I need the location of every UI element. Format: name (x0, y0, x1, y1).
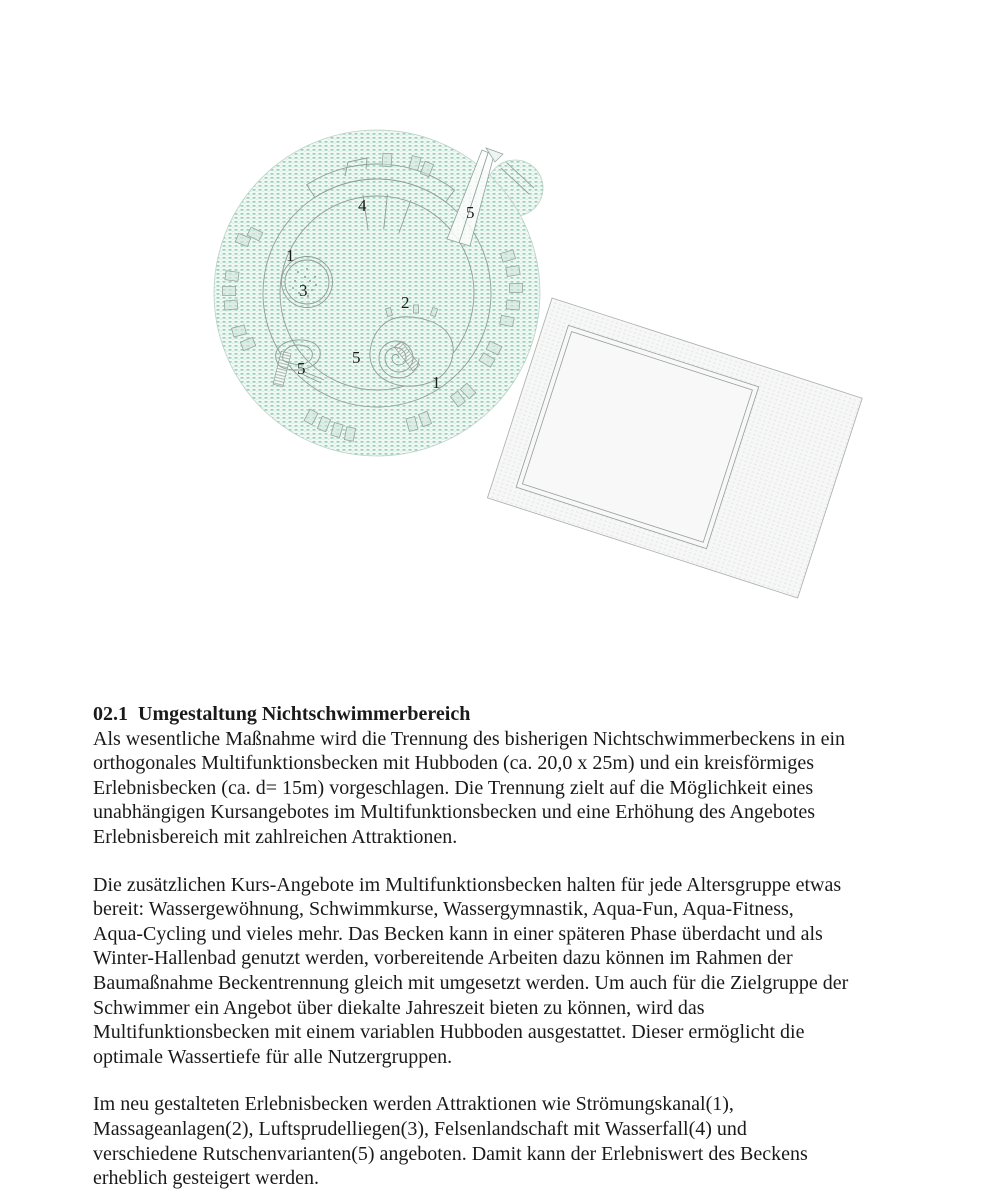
text-line: Erlebnisbecken (ca. d= 15m) vorgeschlagen. Die Trennung zielt auf die Möglichkeit eines (93, 776, 814, 799)
text-line: Multifunktionsbecken mit einem variablen Hubboden ausgestattet. Dieser ermöglicht die (93, 1021, 805, 1044)
text-line: Erlebnisbereich mit zahlreichen Attraktionen. (93, 825, 458, 848)
text-line: Als wesentliche Maßnahme wird die Trennung des bisherigen Nichtschwimmerbeckens in ein (93, 727, 846, 750)
multifunktionsbecken-plan (487, 298, 862, 598)
text-line: Massageanlagen(2), Luftsprudelliegen(3), Felsenlandschaft mit Wasserfall(4) und (93, 1117, 747, 1140)
figure-label-stroemungskanal-a: 1 (286, 246, 295, 265)
erlebnisbecken-plan (214, 130, 543, 456)
paragraph-2 (93, 873, 969, 1070)
figure-label-stroemungskanal-b: 1 (432, 373, 441, 392)
text-line: Im neu gestalteten Erlebnisbecken werden Attraktionen wie Strömungskanal(1), (93, 1093, 734, 1116)
figure-label-rutsche-left: 5 (297, 359, 306, 378)
figure-label-rutsche-mid: 5 (352, 348, 361, 367)
text-line: bereit: Wassergewöhnung, Schwimmkurse, Wassergymnastik, Aqua-Fun, Aqua-Fitness, (93, 898, 794, 921)
figure-label-massageanlagen: 2 (401, 293, 410, 312)
text-line: unabhängigen Kursangebotes im Multifunktionsbecken und eine Erhöhung des Angebotes (93, 801, 816, 824)
figure-label-felsenlandschaft: 4 (358, 196, 367, 215)
text-line: Aqua-Cycling und vieles mehr. Das Becken kann in einer späteren Phase überdacht und als (93, 922, 823, 945)
figure-label-rutsche-top: 5 (466, 203, 475, 222)
body-text (93, 702, 969, 1191)
figure-label-luftsprudelliegen: 3 (299, 281, 308, 300)
text-line: Die zusätzlichen Kurs-Angebote im Multifunktionsbecken halten für jede Altersgruppe etwas (93, 873, 842, 896)
text-line: orthogonales Multifunktionsbecken mit Hubboden (ca. 20,0 x 25m) und ein kreisförmiges (93, 752, 814, 775)
text-line: optimale Wassertiefe für alle Nutzergruppen. (93, 1045, 453, 1068)
text-line: Baumaßnahme Beckentrennung gleich mit umgesetzt werden. Um auch für die Zielgruppe der (93, 971, 849, 994)
text-line: verschiedene Rutschenvarianten(5) angeboten. Damit kann der Erlebniswert des Beckens (93, 1142, 808, 1165)
text-line: erheblich gesteigert werden. (93, 1167, 320, 1190)
paragraph-1 (93, 727, 969, 850)
text-line: Schwimmer ein Angebot über diekalte Jahreszeit bieten zu können, wird das (93, 996, 705, 1019)
section-heading: 02.1 Umgestaltung Nichtschwimmerbereich (93, 703, 471, 725)
text-line: Winter-Hallenbad genutzt werden, vorbereitende Arbeiten dazu können im Rahmen der (93, 947, 793, 970)
paragraph-3 (93, 1092, 969, 1190)
